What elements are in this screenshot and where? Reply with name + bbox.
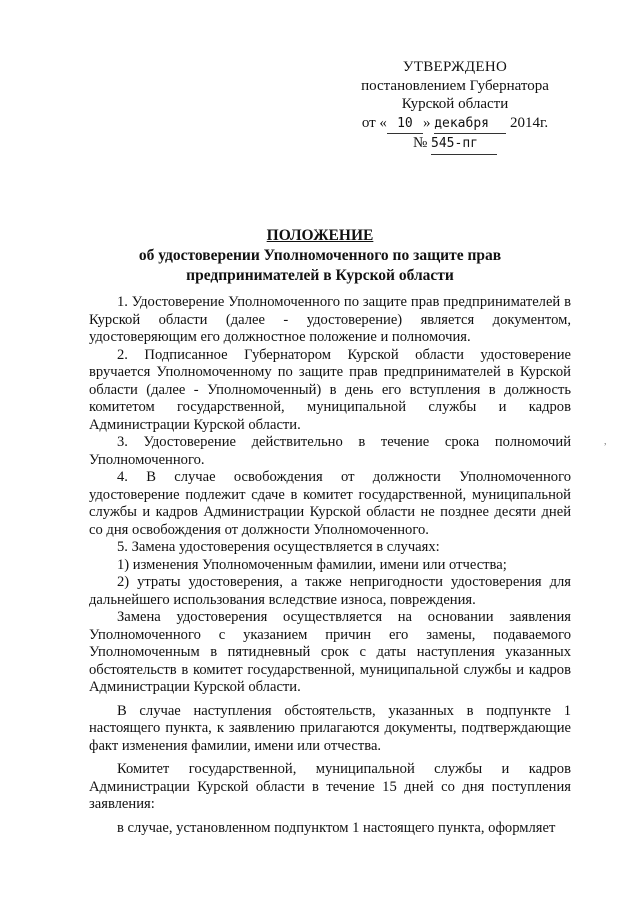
date-day: 10 xyxy=(387,115,423,135)
approval-stamp xyxy=(340,58,570,155)
approval-line-region: Курской области xyxy=(401,96,509,112)
date-mid: » xyxy=(422,114,431,131)
paragraph-replacement-basis: Замена удостоверения осуществляется на основании заявления Уполномоченного с указанием причин его замены, подаваемого Уполномоченным в пятидневный срок с даты наступления указанных обстоятельств в комитет государственной, муниципальной службы и кадров Администрации Курской области. xyxy=(89,609,571,695)
paragraph-committee: Комитет государственной, муниципальной службы и кадров Администрации Курской области в течение 15 дней со дня поступления заявления: xyxy=(89,761,571,812)
paragraph-1: 1. Удостоверение Уполномоченного по защите прав предпринимателей в Курской области (далее - удостоверение) является документом, удостоверяющим его должностное положение и полномочия. xyxy=(89,294,571,345)
approval-line-governor: постановлением Губернатора xyxy=(361,77,549,94)
paragraph-case-subitem-1: в случае, установленном подпунктом 1 настоящего пункта, оформляет xyxy=(117,819,556,836)
date-prefix: от « xyxy=(361,114,387,131)
paragraph-5-item-2: 2) утраты удостоверения, а также непригодности удостоверения для дальнейшего использования вследствие износа, повреждения. xyxy=(89,574,571,608)
scan-mark: , xyxy=(604,436,607,447)
approval-number xyxy=(340,134,570,155)
paragraph-documents-attached: В случае наступления обстоятельств, указанных в подпункте 1 настоящего пункта, к заявлению прилагаются документы, подтверждающие факт изменения фамилии, имени или отчества. xyxy=(89,702,571,754)
approval-heading: УТВЕРЖДЕНО xyxy=(402,59,508,75)
paragraph-4: 4. В случае освобождения от должности Уполномоченного удостоверение подлежит сдаче в комитет государственной, муниципальной службы и кадров Администрации Курской области не позднее десяти дней со дня освобождения от должности Уполномоченного. xyxy=(89,469,571,538)
approval-date xyxy=(340,114,570,135)
date-month: декабря xyxy=(434,115,506,135)
paragraph-5-item-1: 1) изменения Уполномоченным фамилии, имени или отчества; xyxy=(117,556,507,573)
paragraph-3: 3. Удостоверение действительно в течение срока полномочий Уполномоченного. xyxy=(89,434,571,468)
paragraph-2: 2. Подписанное Губернатором Курской области удостоверение вручается Уполномоченному по защите прав предпринимателей в Курской области (далее - Уполномоченный) в день его вступления в должность комитетом государственной, муниципальной службы и кадров Администрации Курской области. xyxy=(89,346,571,433)
title-subtitle-line2: предпринимателей в Курской области xyxy=(186,267,454,284)
paragraph-5: 5. Замена удостоверения осуществляется в случаях: xyxy=(117,539,440,555)
number-prefix: № xyxy=(412,135,428,151)
document-title xyxy=(60,226,580,286)
title-main: ПОЛОЖЕНИЕ xyxy=(266,227,374,244)
title-subtitle-line1: об удостоверении Уполномоченного по защите прав xyxy=(138,247,502,264)
date-year: 2014г. xyxy=(509,114,549,131)
number-value: 545-пг xyxy=(431,135,497,155)
document-body xyxy=(89,294,571,837)
